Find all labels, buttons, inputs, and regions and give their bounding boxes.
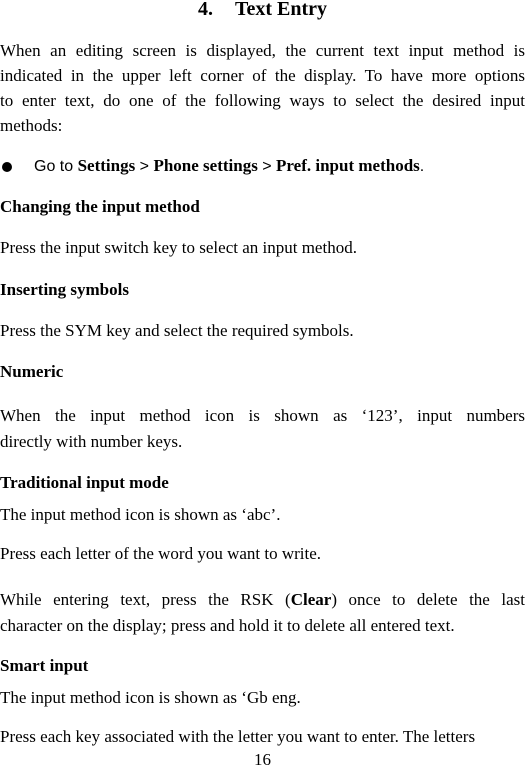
page-number: 16 — [254, 750, 271, 769]
smart-text-2: Press each key associated with the letter you want to enter. The letters — [0, 727, 476, 746]
smart-text-1: The input method icon is shown as ‘Gb eng. — [0, 688, 301, 707]
traditional-line-3b: character on the display; press and hold it to delete all entered text. — [0, 616, 455, 635]
clear-key-label: Clear — [290, 590, 332, 609]
traditional-text-1: The input method icon is shown as ‘abc’. — [0, 505, 281, 524]
pref-input-methods-menu-path: Pref. input methods — [276, 156, 420, 175]
changing-heading: Changing the input method — [0, 197, 200, 216]
traditional-heading: Traditional input mode — [0, 473, 169, 492]
intro-paragraph — [0, 38, 525, 138]
intro-line-2: indicated in the upper left corner of the display. To have more options — [0, 66, 525, 85]
numeric-heading: Numeric — [0, 362, 64, 381]
smart-heading: Smart input — [0, 656, 89, 675]
numeric-paragraph — [0, 403, 525, 455]
traditional-paragraph-3 — [0, 587, 525, 639]
intro-line-3: to enter text, do one of the following ways to select the desired input — [0, 91, 525, 110]
path-separator: > — [135, 158, 154, 175]
clear-text-before: While entering text, press the RSK ( — [0, 590, 291, 609]
clear-text-after: ) once to delete the last — [331, 590, 525, 609]
settings-menu-path: Settings — [77, 156, 136, 175]
changing-text: Press the input switch key to select an input method. — [0, 238, 357, 257]
bullet-suffix: . — [419, 158, 425, 175]
phone-settings-menu-path: Phone settings — [153, 156, 258, 175]
settings-bullet — [0, 156, 525, 178]
section-heading — [0, 0, 525, 21]
intro-line-4: methods: — [0, 116, 63, 135]
bullet-dot-icon — [2, 162, 12, 172]
section-title: Text Entry — [234, 0, 328, 20]
section-number: 4. — [197, 0, 213, 20]
numeric-line-2: directly with number keys. — [0, 432, 183, 451]
path-separator: > — [257, 158, 277, 175]
intro-line-1: When an editing screen is displayed, the current text input method is — [0, 41, 525, 60]
symbols-heading: Inserting symbols — [0, 280, 129, 299]
bullet-prefix: Go to — [34, 158, 78, 175]
bullet-text — [34, 156, 424, 176]
traditional-line-3a — [0, 587, 525, 613]
traditional-text-2: Press each letter of the word you want to write. — [0, 544, 322, 563]
numeric-line-1: When the input method icon is shown as ‘123’, input numbers — [0, 406, 525, 425]
symbols-text: Press the SYM key and select the required symbols. — [0, 321, 354, 340]
